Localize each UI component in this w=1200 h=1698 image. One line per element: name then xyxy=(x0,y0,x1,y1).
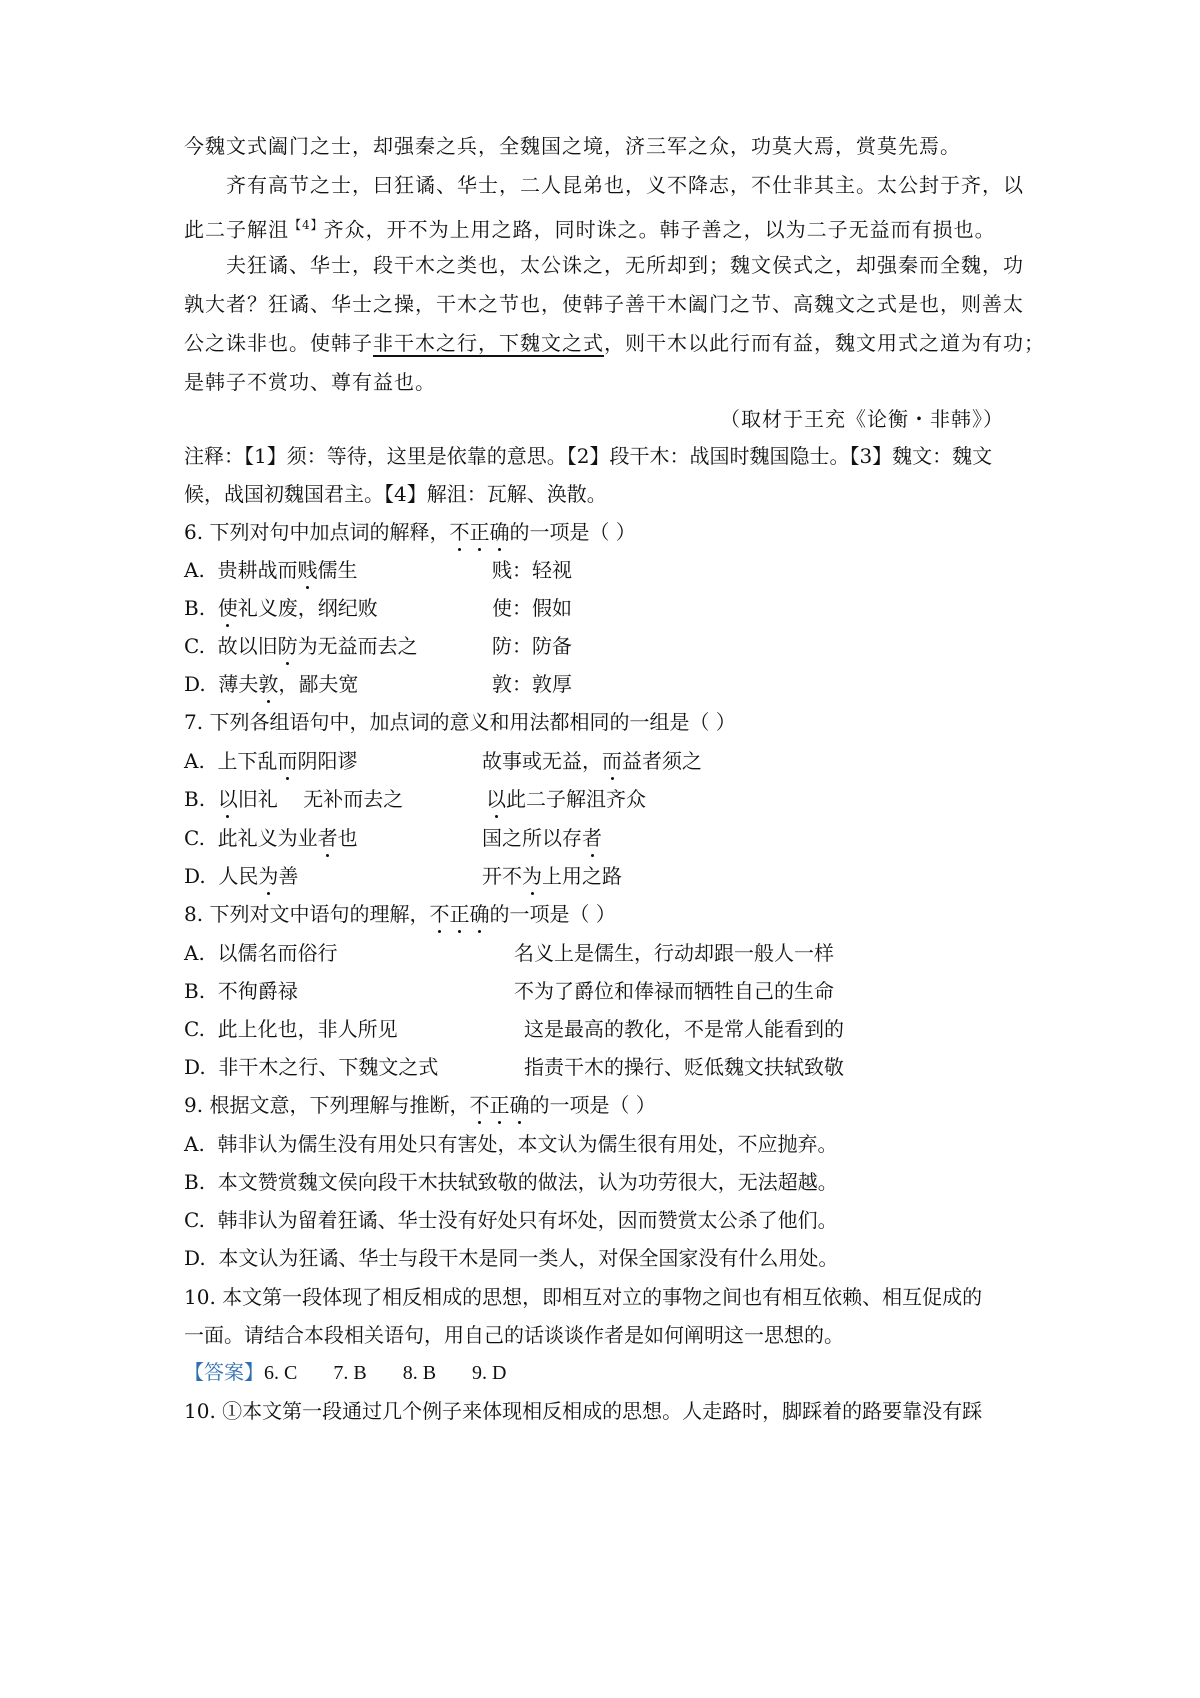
passage-paragraph-1-tail: 今魏文式阖门之士，却强秦之兵，全魏国之境，济三军之众，功莫大焉，赏莫先焉。 xyxy=(184,134,961,158)
answer-7: 7. B xyxy=(333,1362,367,1384)
document-page: 今魏文式阖门之士，却强秦之兵，全魏国之境，济三军之众，功莫大焉，赏莫先焉。 齐有高节之士，曰狂谲、华士，二人昆弟也，义不降志，不仕非其主。太公封于齐，以 此二子解沮$^{【4】}$齐众，开不为上用之路，同时诛之。韩子善之，以为二子无益而有损也。 夫狂谲、华士，段干木之类也，太公诛之，无所却到；魏文侯式之，却强秦而全魏，功 孰大者？狂谲、华士之操，干木之节也，使韩子善干木阖门之节、高魏文之式是也，则善太 公之诛非也。使韩子非干木之行，下魏文之式，则干木以此行而有益，魏文用式之道为有功； 是韩子不赏功、尊有益也。 （取材于王充《论衡・非韩》） 注释：【1】须：等待，这里是依靠的意思。【2】段干木：战国时魏国隐士。【3】魏文：魏文 候，战国初魏国君主。【4】解沮：瓦解、涣散。 6. 下列对句中加点词的解释，不正确的一项是（ ） A. 贵耕战而贱儒生 贱：轻视 B. 使礼义废，纲纪败 使：假如 C. 故以旧防为无益而去之 防：防备 D. 薄夫敦，鄙夫宽 敦：敦厚 7. 下列各组语句中，加点词的意义和用法都相同的一组是（ ） A. 上下乱而阴阳谬 故事或无益，而益者须之 B. 以旧礼 无补而去之 以此二子解沮齐众 C. 此礼义为业者也 国之所以存者 D. 人民为善 开不为上用之路 8. 下列对文中语句的理解，不正确的一项是（ ） A. 以儒名而俗行 名义上是儒生，行动却跟一般人一样 B. 不徇爵禄 不为了爵位和俸禄而牺牲自己的生命 C. 此上化也，非人所见 这是最高的教化，不是常人能看到的 D. 非干木之行、下魏文之式 指责干木的操行、贬低魏文扶轼致敬 9. 根据文意，下列理解与推断，不正确的一项是（ ） A. 韩非认为儒生没有用处只有害处，本文认为儒生很有用处，不应抛弃。 B. 本文赞赏魏文侯向段干木扶轼致敬的做法，认为功劳很大，无法超越。 C. 韩非认为留着狂谲、华士没有好处只有坏处，因而赞赏太公杀了他们。 D. 本文认为狂谲、华士与段干木是同一类人，对保全国家没有什么用处。 10. 本文第一段体现了相反相成的思想，即相互对立的事物之间也有相互依赖、相互促成的 一面。请结合本段相关语句，用自己的话谈谈作者是如何阐明这一思想的。 【答案】6. C 7. B 8. B 9. D 10. ①本文第一段通过几个例子来体现相反相成的思想。人走路时，脚踩着的路要靠没有踩 xyxy=(0,0,1200,1698)
answer-9: 9. D xyxy=(472,1362,507,1384)
passage-paragraph-3-line-2: 孰大者？狂谲、华士之操，干木之节也，使韩子善干木阖门之节、高魏文之式是也，则善太 xyxy=(184,292,1024,316)
passage-paragraph-2-line-1: 齐有高节之士，曰狂谲、华士，二人昆弟也，义不降志，不仕非其主。太公封于齐，以 xyxy=(226,173,1024,197)
question-9-stem: 9. 根据文意，下列理解与推断，不正确的一项是（ ） xyxy=(184,1093,656,1117)
answer-6: 6. C xyxy=(264,1362,298,1384)
question-10-line-1: 10. 本文第一段体现了相反相成的思想，即相互对立的事物之间也有相互依赖、相互促成的 xyxy=(184,1285,983,1309)
notes-line-2: 候，战国初魏国君主。【4】解沮：瓦解、涣散。 xyxy=(184,482,607,506)
question-9-option-b: B. 本文赞赏魏文侯向段干木扶轼致敬的做法，认为功劳很大，无法超越。 xyxy=(184,1170,838,1194)
question-9-option-a: A. 韩非认为儒生没有用处只有害处，本文认为儒生很有用处，不应抛弃。 xyxy=(184,1132,838,1156)
notes-line-1: 注释：【1】须：等待，这里是依靠的意思。【2】段干木：战国时魏国隐士。【3】魏文：魏文 xyxy=(184,444,993,468)
question-10-line-2: 一面。请结合本段相关语句，用自己的话谈谈作者是如何阐明这一思想的。 xyxy=(184,1323,844,1347)
emphasis-not-correct: 不正确 xyxy=(469,1093,530,1117)
emphasis-not-correct: 不正确 xyxy=(429,902,490,926)
question-9-option-c: C. 韩非认为留着狂谲、华士没有好处只有坏处，因而赞赏太公杀了他们。 xyxy=(184,1208,838,1232)
passage-paragraph-3-line-4: 是韩子不赏功、尊有益也。 xyxy=(184,370,436,394)
passage-paragraph-2-line-2: 此二子解沮$^{【4】}$齐众，开不为上用之路，同时诛之。韩子善之，以为二子无益而有损也。 xyxy=(184,217,996,242)
passage-source: （取材于王充《论衡・非韩》） xyxy=(720,407,1004,431)
answer-8: 8. B xyxy=(402,1362,437,1384)
question-8-stem: 8. 下列对文中语句的理解，不正确的一项是（ ） xyxy=(184,902,616,926)
answer-10-line-1: 10. ①本文第一段通过几个例子来体现相反相成的思想。人走路时，脚踩着的路要靠没有踩 xyxy=(184,1399,983,1423)
emphasis-not-correct: 不正确 xyxy=(449,520,510,544)
passage-paragraph-3-line-1: 夫狂谲、华士，段干木之类也，太公诛之，无所却到；魏文侯式之，却强秦而全魏，功 xyxy=(226,253,1024,277)
question-7-stem: 7. 下列各组语句中，加点词的意义和用法都相同的一组是（ ） xyxy=(184,710,736,734)
answer-tag: 【答案】 xyxy=(184,1362,264,1384)
question-6-stem: 6. 下列对句中加点词的解释，不正确的一项是（ ） xyxy=(184,520,636,544)
answer-line xyxy=(184,1360,506,1386)
footnote-marker: 【4】 xyxy=(289,218,324,232)
underlined-sentence: 非干木之行，下魏文之式 xyxy=(373,331,604,355)
question-9-option-d: D. 本文认为狂谲、华士与段干木是同一类人，对保全国家没有什么用处。 xyxy=(184,1246,839,1270)
passage-paragraph-3-line-3: 公之诛非也。使韩子非干木之行，下魏文之式，则干木以此行而有益，魏文用式之道为有功； xyxy=(184,331,1045,355)
